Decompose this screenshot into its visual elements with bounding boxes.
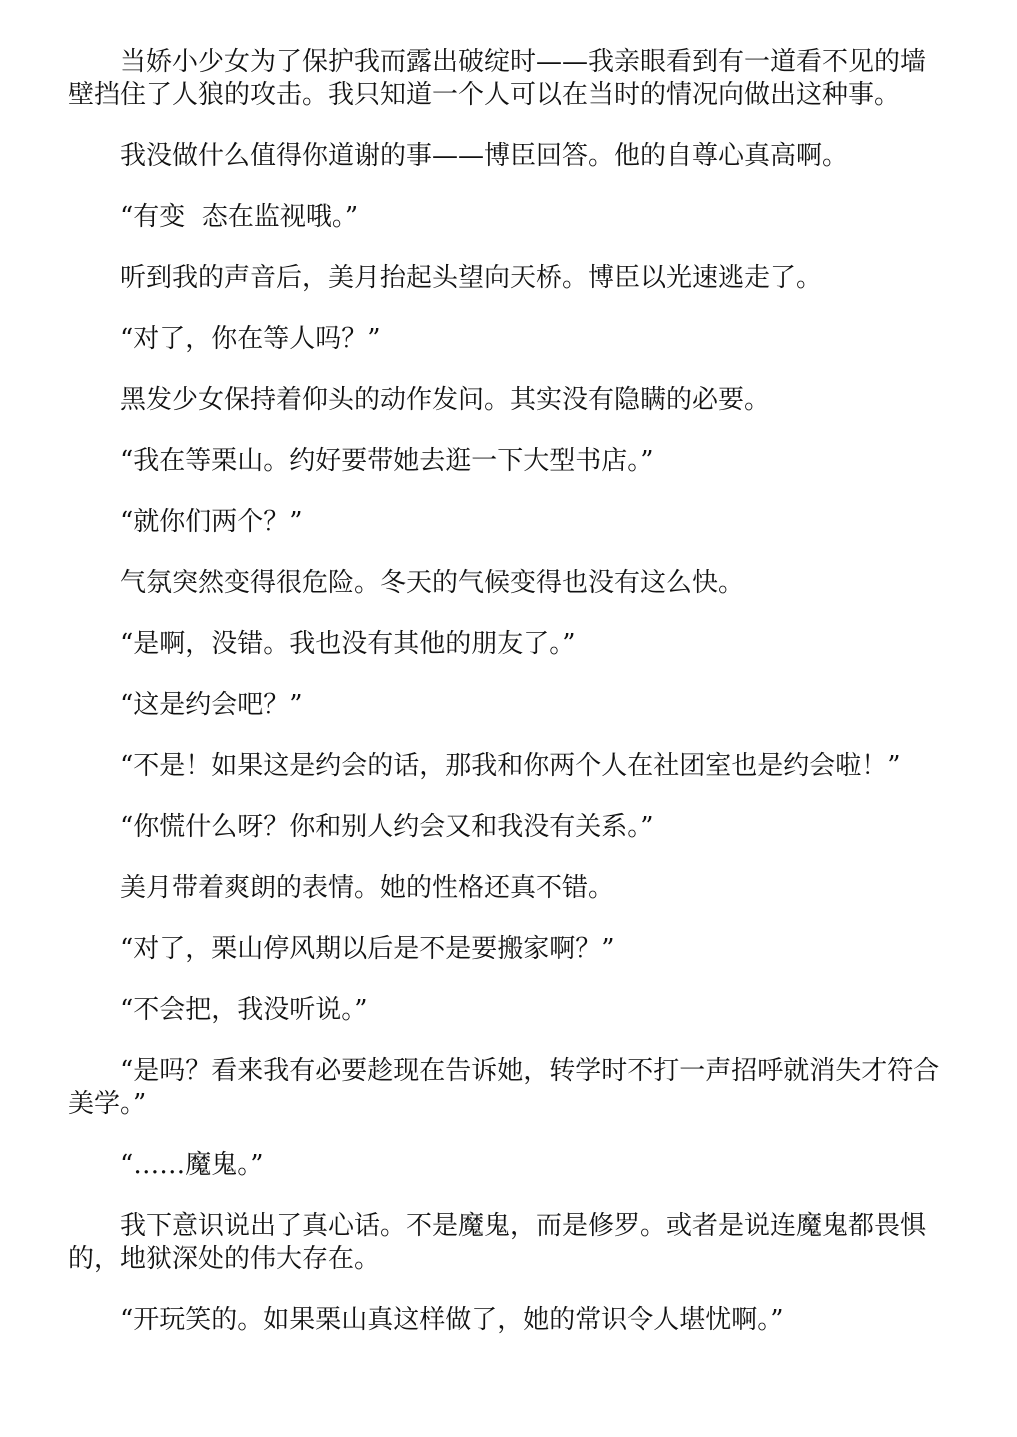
paragraph-18: “……魔鬼。” <box>120 1150 264 1180</box>
paragraph-14: 美月带着爽朗的表情。她的性格还真不错。 <box>120 873 615 903</box>
paragraph-19: 我下意识说出了真心话。不是魔鬼，而是修罗。或者是说连魔鬼都畏惧的，地狱深处的伟大存在。 <box>68 1211 927 1274</box>
paragraph-8: “就你们两个？” <box>120 507 303 537</box>
paragraph-12: “不是！如果这是约会的话，那我和你两个人在社团室也是约会啦！” <box>120 751 901 781</box>
body-text <box>68 46 948 1365</box>
paragraph-15: “对了，栗山停风期以后是不是要搬家啊？” <box>120 934 615 964</box>
paragraph-17: “是吗？看来我有必要趁现在告诉她，转学时不打一声招呼就消失才符合美学。” <box>68 1056 940 1119</box>
paragraph-1: 当娇小少女为了保护我而露出破绽时——我亲眼看到有一道看不见的墙壁挡住了人狼的攻击。我只知道一个人可以在当时的情况向做出这种事。 <box>68 47 927 110</box>
paragraph-5: “对了，你在等人吗？” <box>120 324 381 354</box>
paragraph-20: “开玩笑的。如果栗山真这样做了，她的常识令人堪忧啊。” <box>120 1305 784 1335</box>
paragraph-2: 我没做什么值得你道谢的事——博臣回答。他的自尊心真高啊。 <box>120 141 849 171</box>
paragraph-4: 听到我的声音后，美月抬起头望向天桥。博臣以光速逃走了。 <box>120 263 823 293</box>
paragraph-16: “不会把，我没听说。” <box>120 995 368 1025</box>
paragraph-9: 气氛突然变得很危险。冬天的气候变得也没有这么快。 <box>120 568 745 598</box>
paragraph-13: “你慌什么呀？你和别人约会又和我没有关系。” <box>120 812 654 842</box>
paragraph-6: 黑发少女保持着仰头的动作发问。其实没有隐瞒的必要。 <box>120 385 771 415</box>
paragraph-10: “是啊，没错。我也没有其他的朋友了。” <box>120 629 576 659</box>
paragraph-7: “我在等栗山。约好要带她去逛一下大型书店。” <box>120 446 654 476</box>
paragraph-3: “有变 态在监视哦。” <box>120 202 359 232</box>
paragraph-11: “这是约会吧？” <box>120 690 303 720</box>
